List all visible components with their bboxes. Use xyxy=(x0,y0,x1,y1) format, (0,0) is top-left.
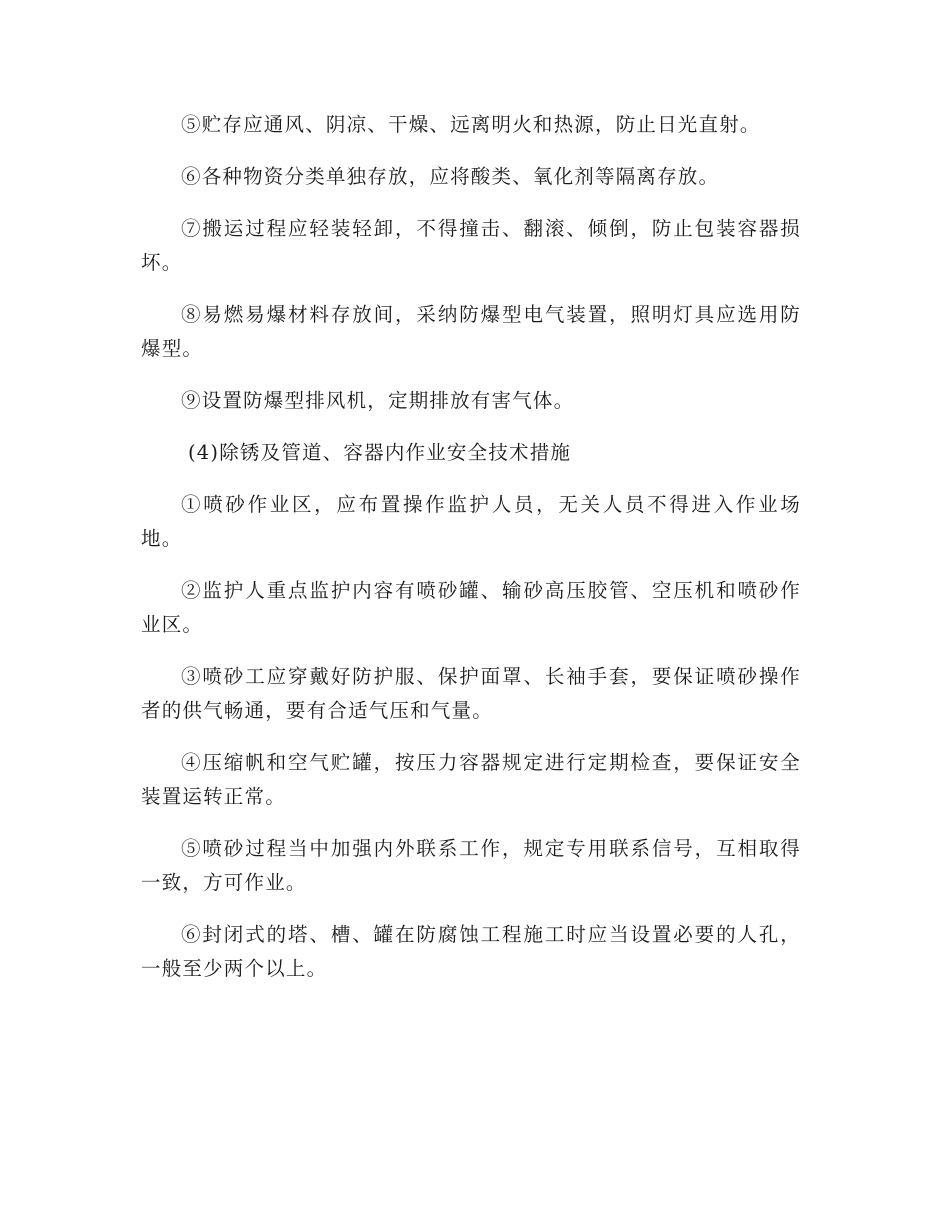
paragraph-explosion-proof-room: ⑧易燃易爆材料存放间，采纳防爆型电气装置，照明灯具应选用防爆型。 xyxy=(141,303,801,360)
paragraph-manholes: ⑥封闭式的塔、槽、罐在防腐蚀工程施工时应当设置必要的人孔，一般至少两个以上。 xyxy=(141,923,801,980)
paragraph-exhaust-fan: ⑨设置防爆型排风机，定期排放有害气体。 xyxy=(181,389,575,412)
paragraph-sandblasting-area: ①喷砂作业区，应布置操作监护人员，无关人员不得进入作业场地。 xyxy=(141,493,801,550)
paragraph-monitoring: ②监护人重点监护内容有喷砂罐、输砂高压胶管、空压机和喷砂作业区。 xyxy=(141,579,801,636)
paragraph-storage-ventilation: ⑤贮存应通风、阴凉、干燥、远离明火和热源，防止日光直射。 xyxy=(181,113,761,136)
document-body xyxy=(141,108,801,1004)
section-heading: (4)除锈及管道、容器内作业安全技术措施 xyxy=(188,441,572,464)
paragraph-pressure-vessel: ④压缩帆和空气贮罐，按压力容器规定进行定期检查，要保证安全装置运转正常。 xyxy=(141,751,801,808)
paragraph-separate-storage: ⑥各种物资分类单独存放，应将酸类、氧化剂等隔离存放。 xyxy=(181,165,720,188)
paragraph-handling: ⑦搬运过程应轻装轻卸，不得撞击、翻滚、倾倒，防止包装容器损坏。 xyxy=(141,217,801,274)
paragraph-protective-gear: ③喷砂工应穿戴好防护服、保护面罩、长袖手套，要保证喷砂操作者的供气畅通，要有合适气压和气量。 xyxy=(141,665,801,722)
paragraph-communication: ⑤喷砂过程当中加强内外联系工作，规定专用联系信号，互相取得一致，方可作业。 xyxy=(141,837,801,894)
